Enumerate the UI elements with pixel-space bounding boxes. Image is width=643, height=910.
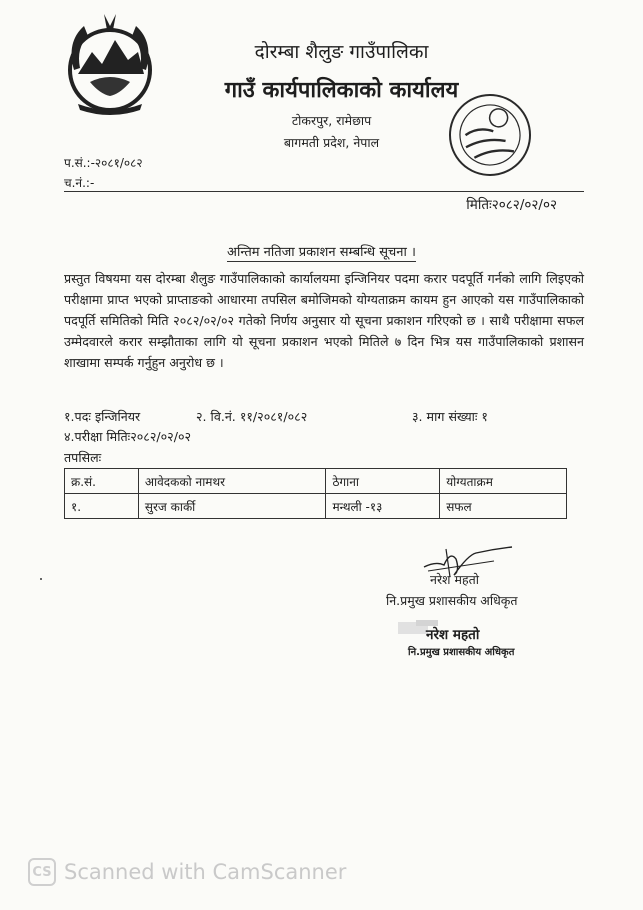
tapsil-label: तपसिलः	[64, 450, 102, 465]
scan-speck	[40, 578, 42, 580]
table-row	[65, 494, 567, 519]
info-post: १.पदः इन्जिनियर	[64, 409, 141, 424]
office-title: गाउँ कार्यपालिकाको कार्यालय	[224, 78, 459, 103]
table-header-row	[65, 469, 567, 494]
signatory-title: नि.प्रमुख प्रशासकीय अधिकृत	[386, 593, 518, 608]
notice-subject	[0, 242, 643, 260]
cell-merit-order: सफल	[440, 494, 567, 519]
camscanner-logo-icon: CS	[28, 858, 56, 886]
seal-name: नरेश महतो	[426, 627, 480, 643]
address-line-2: बागमती प्रदेश, नेपाल	[283, 135, 380, 150]
cell-applicant-name: सुरज कार्की	[138, 494, 326, 519]
office-name: दोरम्बा शैलुङ गाउँपालिका	[254, 41, 429, 63]
watermark-text: Scanned with CamScanner	[64, 860, 347, 884]
result-table	[64, 468, 567, 519]
cell-serial: १.	[65, 494, 139, 519]
dispatch-number: च.नं.:-	[64, 176, 95, 190]
notice-subject-text: अन्तिम नतिजा प्रकाशन सम्बन्धि सूचना ।	[227, 245, 416, 260]
info-demand: ३. माग संख्याः १	[412, 409, 488, 424]
reference-number: प.सं.:-२०८१/०८२	[64, 156, 143, 170]
info-exam-date: ४.परीक्षा मितिः२०८२/०२/०२	[64, 429, 192, 444]
cell-address: मन्थली -१३	[326, 494, 440, 519]
notice-date: मितिः२०८२/०२/०२	[466, 197, 557, 213]
camscanner-watermark	[28, 858, 346, 886]
info-notice-no: २. वि.नं. ११/२०८१/०८२	[196, 409, 308, 424]
seal-title: नि.प्रमुख प्रशासकीय अधिकृत	[408, 647, 515, 658]
header-merit-order: योग्यताक्रम	[440, 469, 567, 494]
signatory-name: नरेश महतो	[430, 572, 479, 587]
header-address: ठेगाना	[326, 469, 440, 494]
notice-body: प्रस्तुत विषयमा यस दोरम्बा शैलुङ गाउँपालिकाको कार्यालयमा इन्जिनियर पदमा करार पदपूर्ति गर्नको लागि लिइएको परीक्षामा प्राप्त भएको प्राप्ताङको आधारमा तपसिल बमोजिमको योग्यताक्रम कायम हुन आएको यस गाउँपालिकाको पदपूर्ति समितिको मिति २०८२/०२/०२ गतेको निर्णय अनुसार यो सूचना प्रकाशन गरिएको छ । साथै परीक्षामा सफल उम्मेदवारले करार सम्झौताका लागि यो सूचना प्रकाशन भएको मितिले ७ दिन भित्र यस गाउँपालिकाको प्रशासन शाखामा सम्पर्क गर्नुहुन अनुरोध छ ।	[64, 271, 584, 370]
header-applicant-name: आवेदकको नामथर	[138, 469, 326, 494]
header-divider	[64, 191, 584, 192]
address-line-1: टोकरपुर, रामेछाप	[291, 113, 372, 128]
office-stamp-icon	[432, 81, 549, 190]
header-serial: क्र.सं.	[65, 469, 139, 494]
